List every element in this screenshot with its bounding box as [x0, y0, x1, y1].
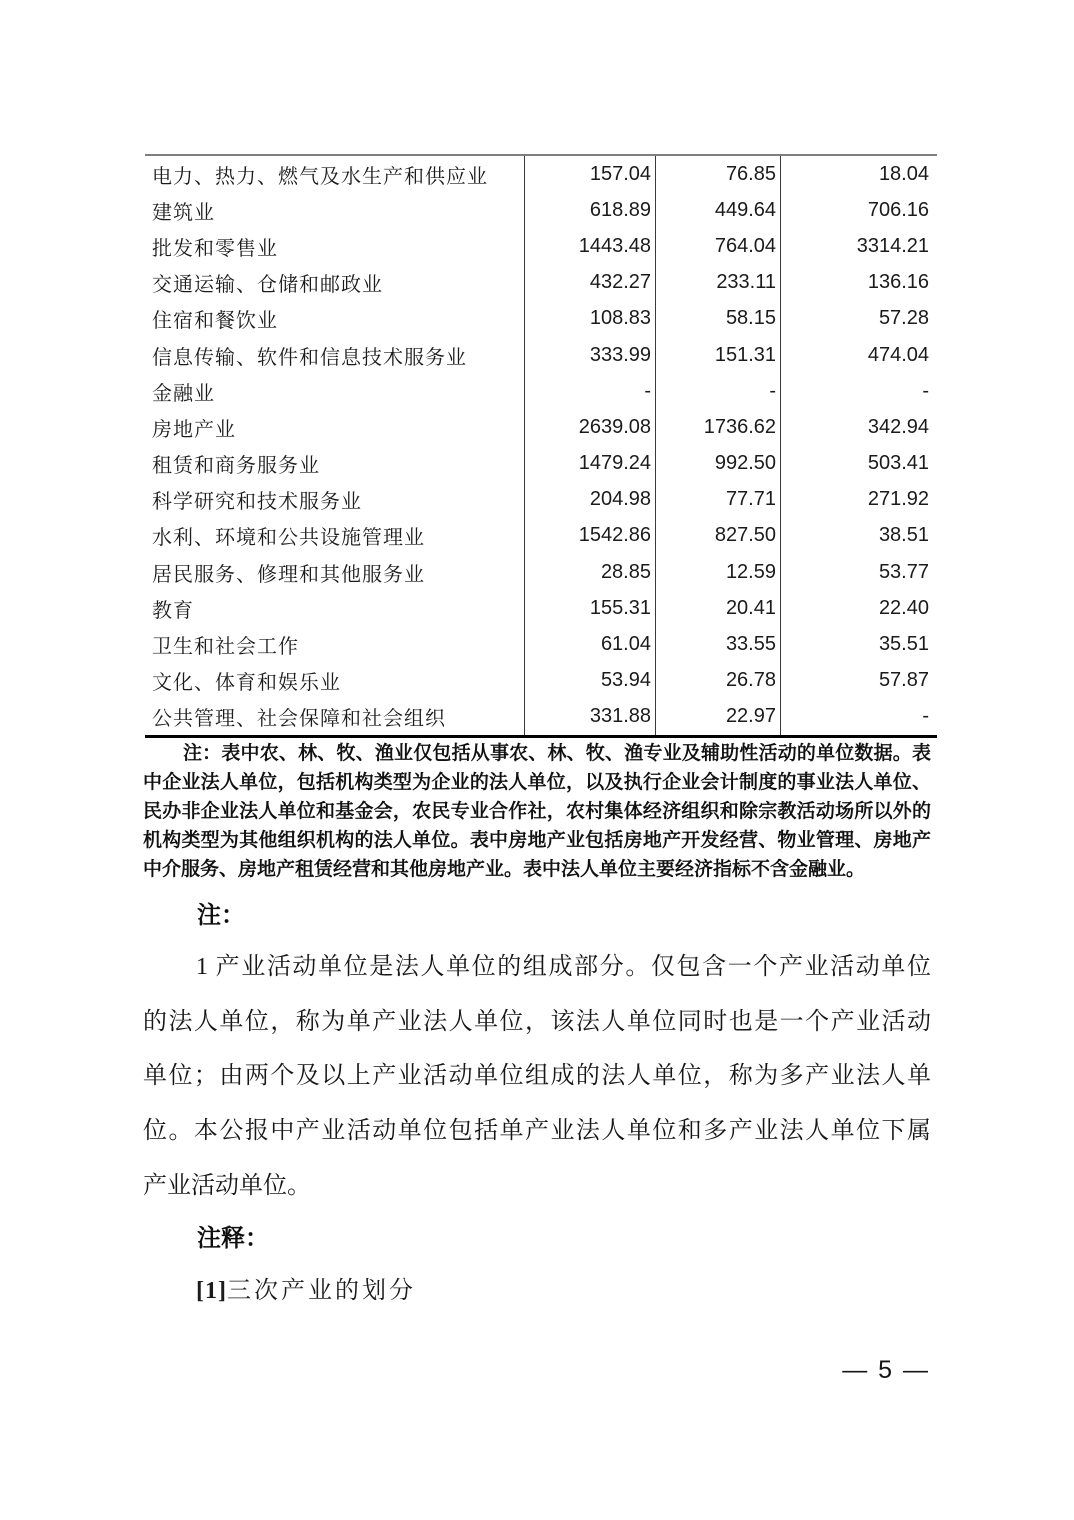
table-footnote-line: 中介服务、房地产租赁经营和其他房地产业。表中法人单位主要经济指标不含金融业。 [143, 859, 866, 880]
table-row-value-2: 26.78 [656, 663, 781, 699]
table-row-label: 信息传输、软件和信息技术服务业 [145, 337, 525, 373]
annotation-text: 三次产业的划分 [226, 1278, 416, 1304]
table-row-value-3: 53.77 [878, 560, 929, 583]
table-row-value-3: 22.40 [878, 596, 929, 619]
table-row-value-3: 706.16 [867, 198, 929, 221]
notes-paragraph [143, 940, 931, 1214]
table-row-value-2: 58.15 [656, 301, 781, 337]
table-footnote-line: 注：表中农、林、牧、渔业仅包括从事农、林、牧、渔专业及辅助性活动的单位数据。表 [183, 743, 931, 764]
table-row-value-3: 474.04 [867, 343, 929, 366]
table-row-value-2: 827.50 [656, 518, 781, 554]
table-footnote [143, 739, 931, 884]
table-row-value-1: 1542.86 [525, 518, 656, 554]
table-row-label: 公共管理、社会保障和社会组织 [145, 699, 525, 735]
table-row-label: 卫生和社会工作 [145, 626, 525, 662]
notes-heading: 注： [197, 903, 245, 929]
table-row-value-3: 35.51 [878, 633, 929, 656]
table-row-value-3: 57.87 [878, 669, 929, 692]
table-row-label: 水利、环境和公共设施管理业 [145, 518, 525, 554]
table-row-label: 交通运输、仓储和邮政业 [145, 265, 525, 301]
table-row-label: 住宿和餐饮业 [145, 301, 525, 337]
notes-paragraph-line: 的法人单位，称为单产业法人单位，该法人单位同时也是一个产业活动 [143, 1008, 931, 1035]
notes-paragraph-line: 单位；由两个及以上产业活动单位组成的法人单位，称为多产业法人单 [143, 1063, 931, 1090]
table-row-label: 科学研究和技术服务业 [145, 482, 525, 518]
table-row-label: 居民服务、修理和其他服务业 [145, 554, 525, 590]
table-row-value-2: 20.41 [656, 590, 781, 626]
table-row-value-2: 764.04 [656, 228, 781, 264]
table-row-label: 教育 [145, 590, 525, 626]
table-row-value-3: 57.28 [878, 307, 929, 330]
table-row-value-1: 333.99 [525, 337, 656, 373]
table-row-label: 建筑业 [145, 192, 525, 228]
table-row-label: 文化、体育和娱乐业 [145, 663, 525, 699]
table-row-value-2: 449.64 [656, 192, 781, 228]
table-footnote-line: 中企业法人单位，包括机构类型为企业的法人单位，以及执行企业会计制度的事业法人单位、 [143, 772, 931, 793]
notes-paragraph-line: 1 产业活动单位是法人单位的组成部分。仅包含一个产业活动单位 [196, 954, 931, 980]
table-row-value-1: 108.83 [525, 301, 656, 337]
page-number: — 5 — [842, 1356, 930, 1384]
table-row-label: 房地产业 [145, 409, 525, 445]
table-row-value-1: 2639.08 [525, 409, 656, 445]
annotations-heading: 注释： [197, 1226, 269, 1252]
table-row-value-1: - [525, 373, 656, 409]
table-row-value-3: 342.94 [867, 415, 929, 438]
table-row-value-1: 331.88 [525, 699, 656, 735]
table-row-label: 金融业 [145, 373, 525, 409]
table-row-value-2: 77.71 [656, 482, 781, 518]
table-row-value-1: 155.31 [525, 590, 656, 626]
annotation-marker: [1] [196, 1278, 227, 1304]
annotation-item-1 [196, 1276, 416, 1306]
notes-paragraph-line: 产业活动单位。 [143, 1172, 311, 1199]
table-row-value-3: - [922, 705, 929, 728]
table-row-value-3: 3314.21 [856, 234, 929, 257]
table-row-value-1: 1443.48 [525, 228, 656, 264]
table-row-value-1: 432.27 [525, 265, 656, 301]
table-row-value-1: 157.04 [525, 156, 656, 192]
table-row-value-2: 1736.62 [656, 409, 781, 445]
table-row-label: 电力、热力、燃气及水生产和供应业 [145, 156, 525, 192]
table-row-value-3: 18.04 [878, 162, 929, 185]
table-row-value-1: 53.94 [525, 663, 656, 699]
table-row-value-2: 151.31 [656, 337, 781, 373]
table-row-value-3: 136.16 [867, 271, 929, 294]
table-row-value-3: 271.92 [867, 488, 929, 511]
table-row-value-1: 204.98 [525, 482, 656, 518]
table-row-value-3: 38.51 [878, 524, 929, 547]
table-row-value-2: - [656, 373, 781, 409]
table-row-value-1: 1479.24 [525, 446, 656, 482]
table-row-label: 租赁和商务服务业 [145, 446, 525, 482]
notes-paragraph-line: 位。本公报中产业活动单位包括单产业法人单位和多产业法人单位下属 [143, 1118, 931, 1145]
table-row-value-2: 33.55 [656, 626, 781, 662]
table-footnote-line: 民办非企业法人单位和基金会，农民专业合作社，农村集体经济组织和除宗教活动场所以外的 [143, 801, 931, 822]
table-row-value-2: 76.85 [656, 156, 781, 192]
table-row-value-1: 28.85 [525, 554, 656, 590]
table-row-value-1: 618.89 [525, 192, 656, 228]
table-row-value-3: 503.41 [867, 452, 929, 475]
table-footnote-line: 机构类型为其他组织机构的法人单位。表中房地产业包括房地产开发经营、物业管理、房地产 [143, 830, 931, 851]
table-row-value-2: 233.11 [656, 265, 781, 301]
table-row-value-1: 61.04 [525, 626, 656, 662]
table-row-label: 批发和零售业 [145, 228, 525, 264]
table-row-value-2: 992.50 [656, 446, 781, 482]
table-row-value-2: 12.59 [656, 554, 781, 590]
table-row-value-2: 22.97 [656, 699, 781, 735]
table-row-value-3: - [922, 379, 929, 402]
industry-indicators-table [145, 154, 937, 738]
